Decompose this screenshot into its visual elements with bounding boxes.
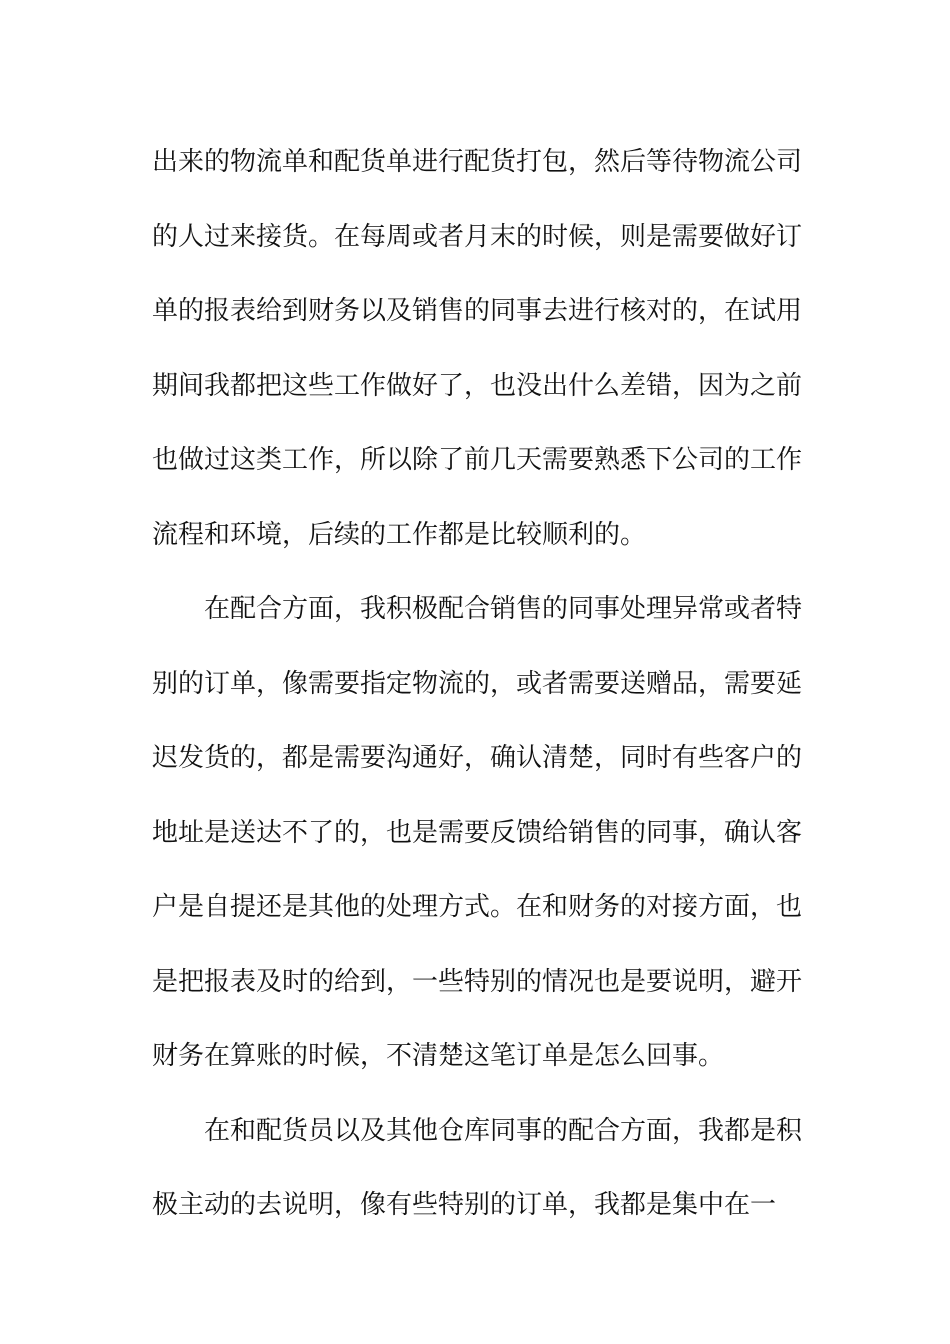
text-line: 单的报表给到财务以及销售的同事去进行核对的，在试用 — [152, 296, 803, 326]
body-text — [152, 125, 803, 1243]
text-line: 别的订单，像需要指定物流的，或者需要送赠品，需要延 — [152, 668, 803, 699]
text-line: 地址是送达不了的，也是需要反馈给销售的同事，确认客 — [152, 817, 803, 848]
text-line: 是把报表及时的给到，一些特别的情况也是要说明，避开 — [152, 966, 803, 997]
paragraph-start-line: 在和配货员以及其他仓库同事的配合方面，我都是积 — [204, 1115, 803, 1146]
text-line: 迟发货的，都是需要沟通好，确认清楚，同时有些客户的 — [152, 743, 803, 773]
text-line: 出来的物流单和配货单进行配货打包，然后等待物流公司 — [152, 147, 803, 177]
text-line: 财务在算账的时候，不清楚这笔订单是怎么回事。 — [152, 1041, 725, 1071]
text-line: 户是自提还是其他的处理方式。在和财务的对接方面，也 — [152, 892, 803, 922]
paragraph-start-line: 在配合方面，我积极配合销售的同事处理异常或者特 — [204, 594, 803, 624]
text-line: 也做过这类工作，所以除了前几天需要熟悉下公司的工作 — [152, 445, 803, 475]
text-line: 流程和环境，后续的工作都是比较顺利的。 — [152, 519, 647, 550]
text-line: 的人过来接货。在每周或者月末的时候，则是需要做好订 — [152, 221, 803, 252]
text-line: 期间我都把这些工作做好了，也没出什么差错，因为之前 — [152, 370, 803, 401]
text-line: 极主动的去说明，像有些特别的订单，我都是集中在一 — [152, 1190, 777, 1220]
